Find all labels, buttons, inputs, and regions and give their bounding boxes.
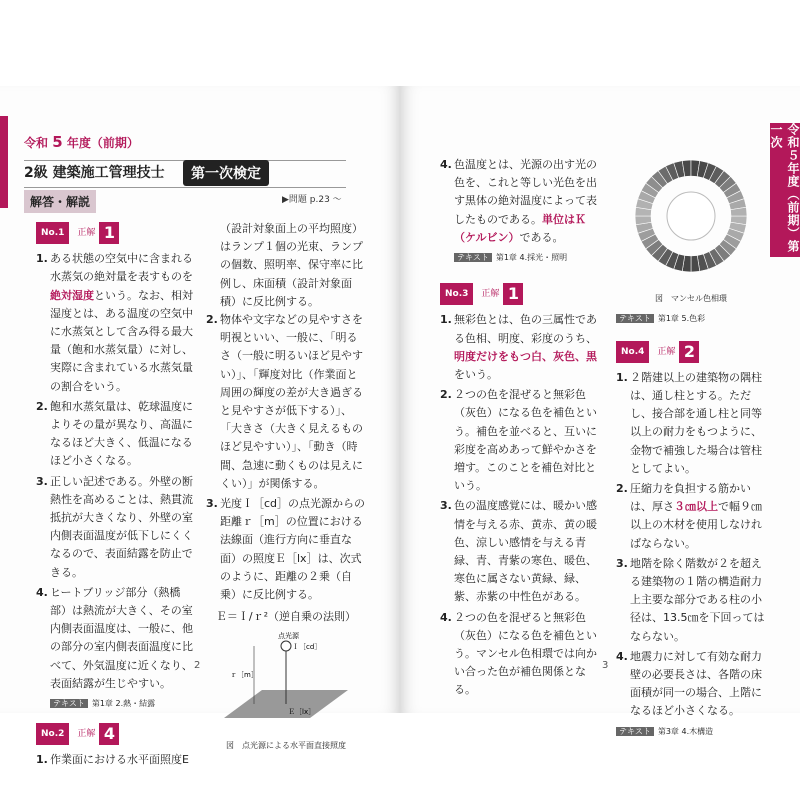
- answer-item: 2. 物体や文字などの見やすさを明視といい、一般に、「明るさ（一般に明るいほど見やすい）」、「輝度対比（作業面と周囲の輝度の差が大き過ぎると見やすさが低下する）」、「大きさ（大きく見えるものほど見やすい）」、「動き（時間、急速に動くものは見えにくい）」が関係する。: [206, 313, 363, 490]
- right-column-1: [440, 156, 600, 702]
- left-column-2: [206, 220, 366, 755]
- answer-item: 1. 無彩色とは、色の三属性である色相、明度、彩度のうち、明度だけをもつ白、灰色、黒をいう。: [440, 313, 597, 382]
- illuminance-label: Ｅ［lx］: [288, 708, 316, 717]
- header-accent-bar: [0, 116, 8, 208]
- source-label: 点光源: [278, 632, 299, 641]
- right-column-2: [616, 152, 766, 749]
- distance-label: ｒ［m］: [230, 671, 258, 680]
- illuminance-diagram: [206, 630, 356, 730]
- correct-answer: 1: [503, 283, 523, 305]
- era-heading: 令和 5 年度（前期）: [24, 133, 139, 151]
- left-column-1: [36, 220, 196, 772]
- continued-text: （設計対象面上の平均照度）はランプ１個の光束、ランプの個数、照明率、保守率に比例し、床面積（設計対象面積）に反比例する。: [220, 222, 363, 308]
- question-header-4: No.4 正解 2: [616, 341, 699, 363]
- question-header-2: No.2 正解 4: [36, 723, 119, 745]
- answer-item: 3. 色の温度感覚には、暖かい感情を与える赤、黄赤、黄の暖色、涼しい感情を与える青緑、青、青紫の寒色、暖色、寒色に属さない黄緑、緑、紫、赤紫の中性色がある。: [440, 499, 597, 604]
- answer-item: 3. 正しい記述である。外壁の断熱性を高めることは、熱貫流抵抗が大きくなり、外壁の室内側表面温度が低下しにくくなるので、表面結露を防止できる。: [36, 474, 193, 579]
- answer-item: 4. ヒートブリッジ部分（熱橋部）は熱流が大きく、その室内側表面温度は、一般に、他の部分の室内側表面温度に比べて、外気温度に近くなり、表面結露が生じやすい。: [36, 585, 193, 690]
- book-spread: [0, 86, 800, 767]
- answer-item: 2. ２つの色を混ぜると無彩色（灰色）になる色を補色という。補色を並べると、互いに彩度を高めあって鮮やかさを増す。このことを補色対比という。: [440, 388, 597, 493]
- correct-answer: 1: [99, 222, 119, 244]
- answer-item: 2. 圧縮力を負担する筋かいは、厚さ３㎝以上で幅９㎝以上の木材を使用しなければならない。: [616, 482, 762, 550]
- question-header-3: No.3 正解 1: [440, 283, 523, 305]
- answer-item: 4. 色温度とは、光源の出す光の色を、これと等しい光色を出す黒体の絶対温度によって表したものである。単位はＫ（ケルビン）である。: [440, 158, 597, 244]
- textbook-ref: テキスト 第1章 2.熱・結露: [50, 695, 196, 713]
- page-title: 2級 建築施工管理技士: [24, 165, 165, 181]
- correct-answer: 4: [99, 723, 119, 745]
- page-number-right: 3: [602, 660, 609, 671]
- answer-item: 3. 光度Ｉ［cd］の点光源からの距離ｒ［m］の位置における法線面（進行方向に垂直な面）の照度Ｅ［lx］は、次式のように、距離の２乗（自乗）に反比例する。: [206, 497, 366, 602]
- intensity-label: Ｉ［cd］: [292, 643, 322, 652]
- answer-item: 1. ２階建以上の建築物の隅柱は、通し柱とする。ただし、接合部を通し柱と同等以上の耐力をもつように、金物で補強した場合は管柱としてよい。: [616, 370, 762, 475]
- formula: Ｅ＝Ｉ/ｒ²（逆自乗の法則）: [215, 610, 357, 624]
- answer-item: 2. 飽和水蒸気量は、乾球温度によりその量が異なり、高温になるほど大きく、低温になるほど小さくなる。: [36, 399, 193, 468]
- wheel-center: [667, 192, 715, 240]
- wheel-caption: 図 マンセル色相環: [655, 294, 727, 304]
- answer-item: 1. ある状態の空気中に含まれる水蒸気の絶対量を表すものを絶対湿度という。なお、相対湿度とは、ある温度の空気中に水蒸気として含み得る最大量（飽和水蒸気量）に対し、実際に含まれている水蒸気量の割合をいう。: [36, 252, 193, 393]
- problem-ref: ▶問題 p.23 ～: [282, 195, 342, 205]
- question-header-1: No.1 正解 1: [36, 222, 119, 244]
- correct-answer: 2: [679, 341, 699, 363]
- answer-tag: 解答・解説: [24, 190, 96, 213]
- point-source-icon: [281, 641, 291, 651]
- answer-item: 3. 地階を除く階数が２を超える建築物の１階の構造耐力上主要な部分である柱の小径は、13.5㎝を下回ってはならない。: [616, 556, 765, 643]
- page-number-left: 2: [194, 660, 201, 671]
- title-badge: 第一次検定: [183, 160, 269, 186]
- answer-item: 4. ２つの色を混ぜると無彩色（灰色）になる色を補色という。マンセル色相環では向かい合った色が補色関係となる。: [440, 610, 597, 697]
- munsell-color-wheel: [616, 152, 766, 284]
- textbook-ref: テキスト 第1章 4.採光・照明: [454, 249, 600, 267]
- right-page: [400, 86, 800, 736]
- textbook-ref: テキスト 第3章 4.木構造: [616, 723, 766, 741]
- diagram-caption: 図 点光源による水平面直接照度: [226, 740, 346, 750]
- answer-item: 1. 作業面における水平面照度E: [36, 753, 189, 767]
- left-page: [0, 86, 400, 767]
- textbook-ref: テキスト 第1章 5.色彩: [616, 310, 766, 328]
- side-tab: 令和５年度（前期）第一次: [770, 123, 800, 257]
- answer-item: 4. 地震力に対して有効な耐力壁の必要長さは、各階の床面積が同一の場合、上階になるほど小さくなる。: [616, 649, 762, 718]
